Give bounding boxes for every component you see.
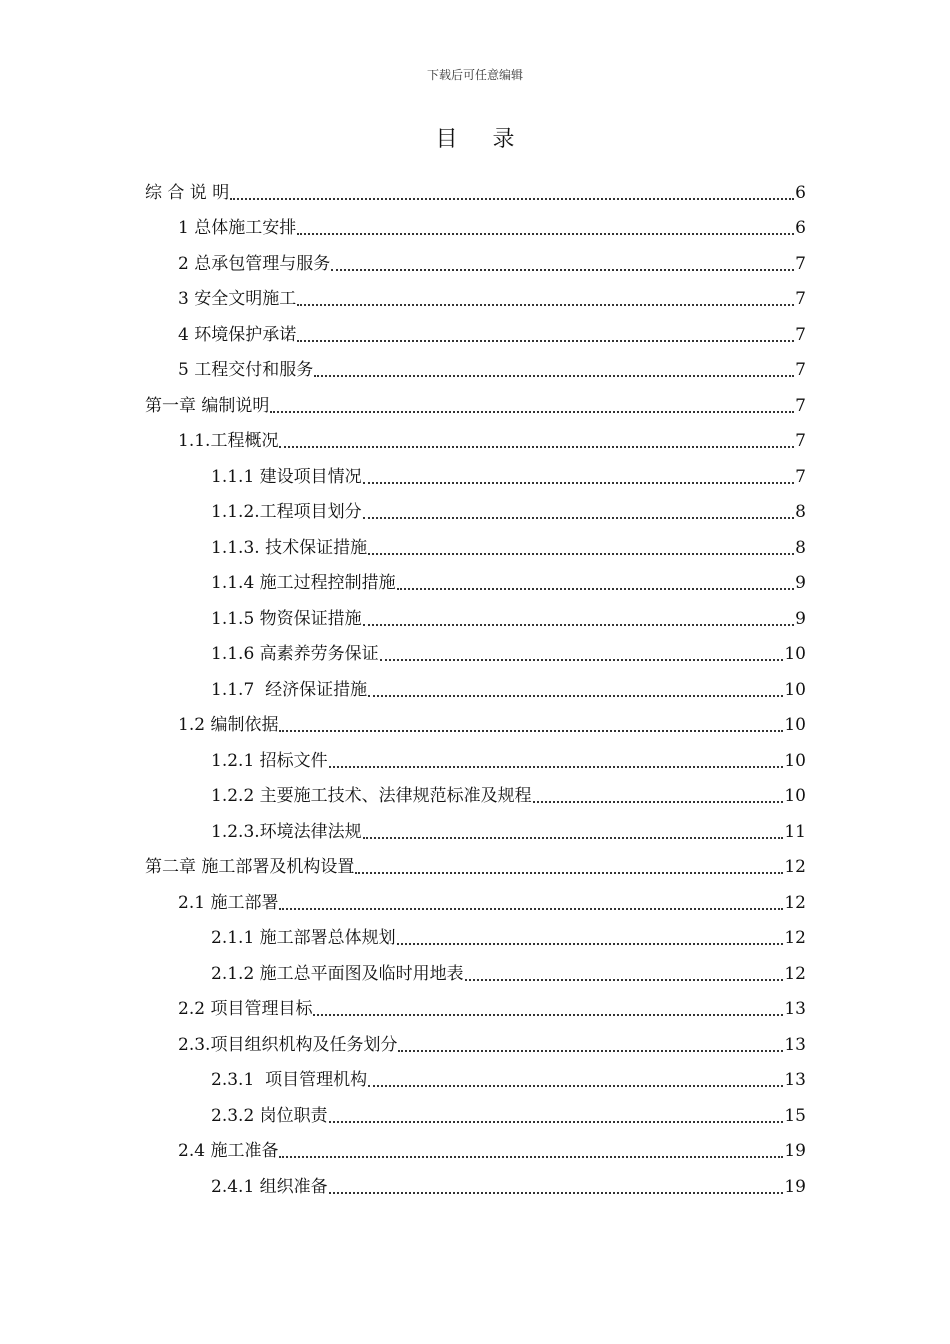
toc-entry-page-number: 7 [795, 253, 806, 274]
toc-entry[interactable] [145, 239, 806, 275]
toc-entry-page-number: 13 [784, 999, 806, 1019]
toc-title: 目 录 [435, 127, 529, 152]
toc-dot-leader [355, 872, 783, 874]
toc-entry-label: 2 总承包管理与服务 [178, 253, 331, 274]
toc-entry-label: 2.1 施工部署 [178, 892, 279, 913]
toc-dot-leader [329, 1121, 784, 1123]
toc-entry-page-number: 6 [795, 182, 806, 203]
toc-entry-label: 第二章 施工部署及机构设置 [145, 857, 355, 877]
toc-entry-label: 1.1.2.工程项目划分 [211, 502, 362, 522]
toc-entry-page-number: 9 [795, 573, 806, 593]
toc-entry-page-number: 10 [784, 715, 806, 735]
header-note: 下载后可任意编辑 [426, 68, 523, 82]
toc-entry-page-number: 10 [784, 786, 806, 806]
toc-entry-page-number: 7 [795, 466, 806, 487]
toc-entry[interactable] [145, 701, 806, 737]
toc-entry[interactable] [145, 204, 806, 240]
toc-entry-label: 1.2.1 招标文件 [211, 750, 328, 771]
toc-dot-leader [398, 1050, 783, 1052]
toc-entry-page-number: 13 [784, 1034, 806, 1055]
toc-entry[interactable] [145, 168, 806, 204]
toc-entry-page-number: 7 [795, 324, 806, 345]
toc-dot-leader [279, 730, 783, 732]
toc-entry[interactable] [145, 381, 806, 417]
toc-dot-leader [270, 411, 794, 413]
toc-dot-leader [465, 979, 784, 981]
toc-entry-page-number: 10 [784, 750, 806, 771]
toc-entry-label: 1.1.工程概况 [178, 431, 279, 451]
toc-entry-label: 1.2.3.环境法律法规 [211, 821, 362, 842]
toc-entry-label: 综 合 说 明 [145, 182, 230, 203]
toc-entry-label: 1 总体施工安排 [178, 218, 297, 238]
toc-entry-page-number: 6 [795, 218, 806, 238]
toc-dot-leader [314, 375, 794, 377]
toc-dot-leader [329, 766, 784, 768]
toc-dot-leader [329, 1192, 784, 1194]
toc-entry-label: 5 工程交付和服务 [178, 360, 314, 380]
toc-entry[interactable] [145, 1020, 806, 1056]
toc-dot-leader [230, 198, 794, 200]
toc-entry-page-number: 7 [795, 360, 806, 380]
toc-entry-label: 1.1.7 经济保证措施 [211, 679, 368, 700]
toc-entry[interactable] [145, 630, 806, 666]
toc-entry-label: 2.3.2 岗位职责 [211, 1105, 328, 1126]
toc-entry-label: 1.1.6 高素养劳务保证 [211, 644, 379, 664]
toc-entry-page-number: 10 [784, 644, 806, 664]
toc-dot-leader [380, 659, 784, 661]
toc-entry[interactable] [145, 417, 806, 453]
table-of-contents [145, 168, 806, 1198]
toc-entry-page-number: 9 [795, 608, 806, 629]
toc-entry-page-number: 15 [784, 1105, 806, 1126]
toc-entry[interactable] [145, 772, 806, 808]
toc-dot-leader [368, 553, 794, 555]
toc-entry[interactable] [145, 488, 806, 524]
toc-entry[interactable] [145, 985, 806, 1021]
toc-entry-label: 2.3.1 项目管理机构 [211, 1070, 368, 1090]
toc-entry[interactable] [145, 594, 806, 630]
toc-entry[interactable] [145, 275, 806, 311]
toc-entry[interactable] [145, 452, 806, 488]
toc-entry-label: 第一章 编制说明 [145, 395, 270, 416]
toc-entry-page-number: 11 [784, 821, 806, 842]
toc-entry-page-number: 8 [795, 502, 806, 522]
toc-dot-leader [297, 304, 794, 306]
toc-dot-leader [297, 233, 794, 235]
toc-entry-page-number: 12 [784, 963, 806, 984]
toc-entry[interactable] [145, 949, 806, 985]
toc-entry-label: 2.2 项目管理目标 [178, 999, 313, 1019]
toc-entry-label: 2.3.项目组织机构及任务划分 [178, 1034, 398, 1055]
toc-entry[interactable] [145, 523, 806, 559]
toc-entry-label: 4 环境保护承诺 [178, 324, 297, 345]
toc-entry-label: 1.1.4 施工过程控制措施 [211, 573, 396, 593]
toc-entry-label: 2.1.2 施工总平面图及临时用地表 [211, 963, 464, 984]
toc-dot-leader [368, 1085, 783, 1087]
toc-entry-label: 2.4 施工准备 [178, 1141, 279, 1161]
toc-entry-page-number: 10 [784, 679, 806, 700]
toc-entry-page-number: 8 [795, 537, 806, 558]
toc-entry-page-number: 12 [784, 928, 806, 948]
toc-entry[interactable] [145, 665, 806, 701]
toc-dot-leader [363, 482, 795, 484]
toc-dot-leader [363, 837, 784, 839]
toc-dot-leader [297, 340, 794, 342]
toc-entry[interactable] [145, 1056, 806, 1092]
toc-dot-leader [279, 908, 783, 910]
toc-entry-label: 3 安全文明施工 [178, 289, 297, 309]
toc-entry-label: 1.1.1 建设项目情况 [211, 466, 362, 487]
toc-entry-label: 1.1.5 物资保证措施 [211, 608, 362, 629]
toc-dot-leader [397, 588, 795, 590]
toc-entry[interactable] [145, 1162, 806, 1198]
toc-entry-label: 2.4.1 组织准备 [211, 1176, 328, 1197]
toc-dot-leader [363, 517, 795, 519]
toc-dot-leader [397, 943, 784, 945]
toc-dot-leader [533, 801, 784, 803]
toc-dot-leader [279, 1156, 783, 1158]
toc-dot-leader [368, 695, 783, 697]
toc-entry[interactable] [145, 914, 806, 950]
toc-dot-leader [279, 446, 794, 448]
toc-entry[interactable] [145, 1091, 806, 1127]
toc-entry[interactable] [145, 310, 806, 346]
toc-entry[interactable] [145, 1127, 806, 1163]
toc-entry-label: 1.2 编制依据 [178, 715, 279, 735]
toc-entry-page-number: 7 [795, 395, 806, 416]
toc-entry-page-number: 12 [784, 857, 806, 877]
toc-entry-page-number: 19 [784, 1141, 806, 1161]
toc-entry-label: 1.1.3. 技术保证措施 [211, 537, 368, 558]
toc-entry[interactable] [145, 843, 806, 879]
toc-dot-leader [363, 624, 795, 626]
toc-entry-page-number: 13 [784, 1070, 806, 1090]
toc-dot-leader [313, 1014, 783, 1016]
toc-entry-label: 2.1.1 施工部署总体规划 [211, 928, 396, 948]
toc-dot-leader [331, 269, 794, 271]
toc-entry[interactable] [145, 559, 806, 595]
toc-entry-page-number: 12 [784, 892, 806, 913]
toc-entry[interactable] [145, 807, 806, 843]
toc-entry[interactable] [145, 736, 806, 772]
toc-entry[interactable] [145, 878, 806, 914]
toc-entry-label: 1.2.2 主要施工技术、法律规范标准及规程 [211, 786, 532, 806]
toc-entry-page-number: 7 [795, 289, 806, 309]
toc-entry-page-number: 19 [784, 1176, 806, 1197]
toc-entry[interactable] [145, 346, 806, 382]
toc-entry-page-number: 7 [795, 431, 806, 451]
